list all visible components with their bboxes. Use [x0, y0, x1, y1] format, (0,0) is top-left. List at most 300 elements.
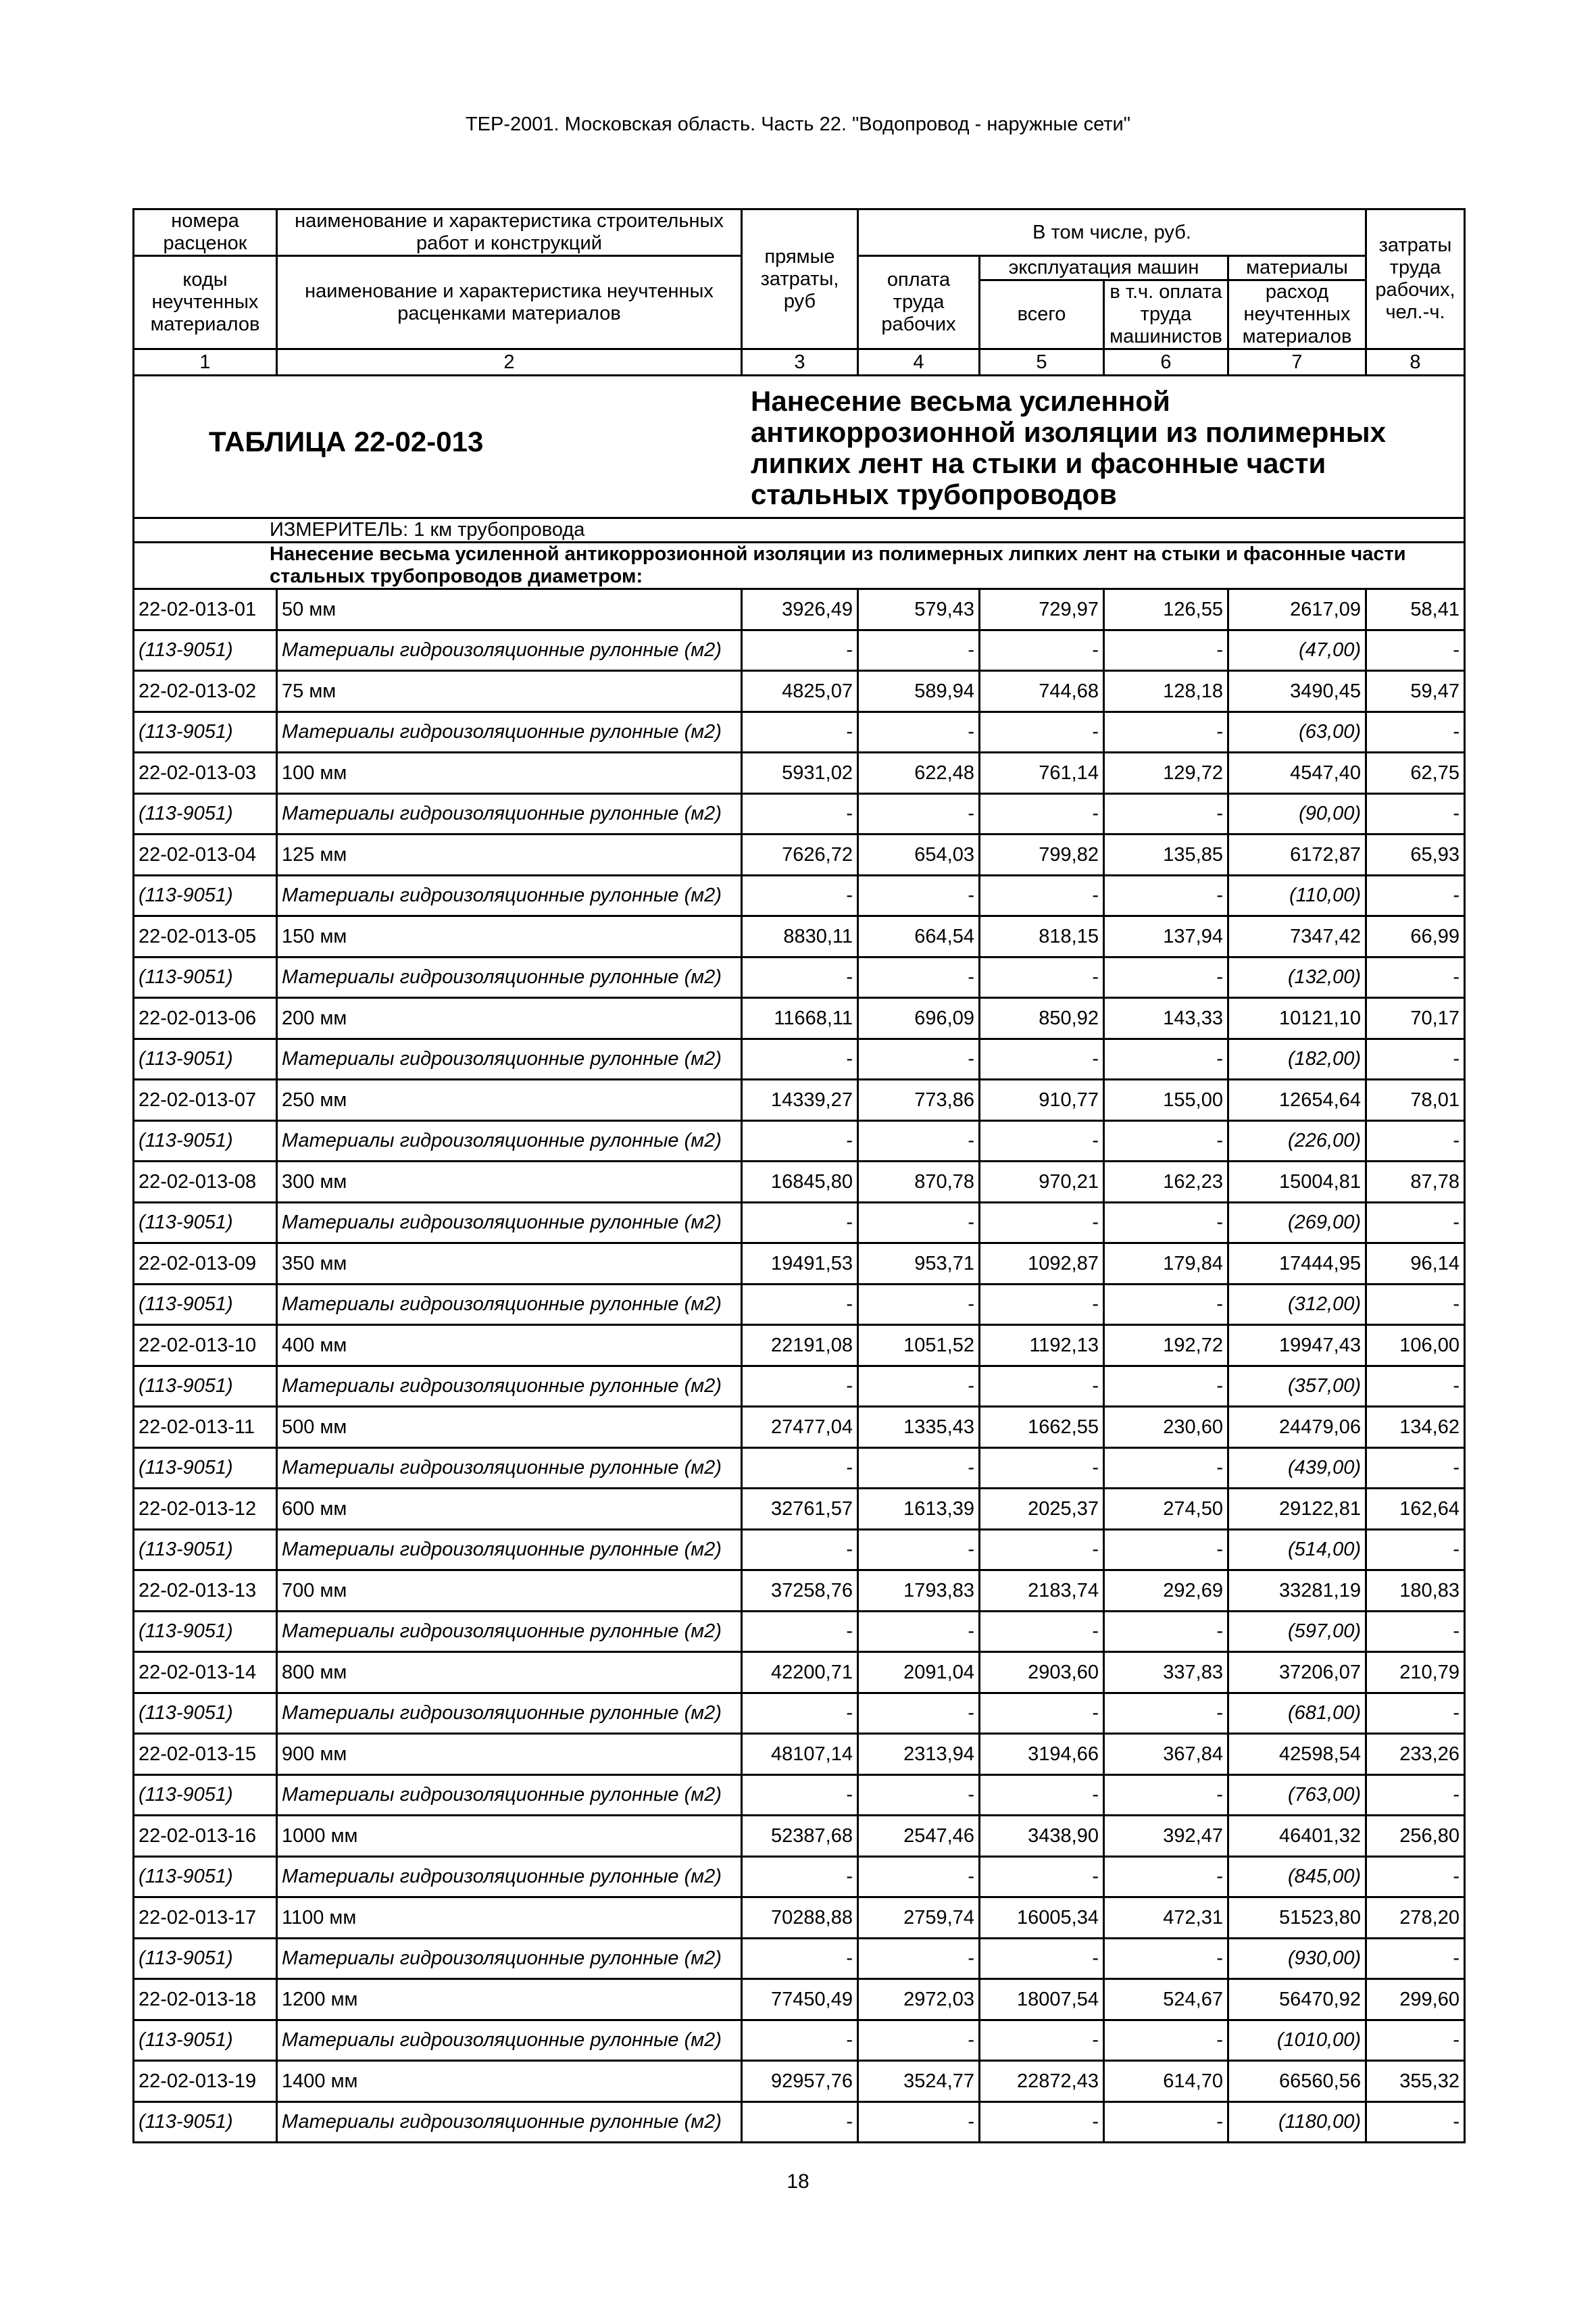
rate-row	[134, 671, 1465, 712]
page-header: ТЕР-2001. Московская область. Часть 22. "Водопровод - наружные сети"	[465, 114, 1131, 135]
materials-cost: 46401,32	[1228, 1816, 1366, 1857]
direct-costs: 22191,08	[742, 1325, 858, 1366]
direct-costs: 48107,14	[742, 1734, 858, 1775]
empty-value: -	[1366, 1366, 1465, 1407]
machines-total: 2903,60	[980, 1652, 1104, 1693]
empty-value: -	[858, 1285, 980, 1325]
labor-pay: 1613,39	[858, 1489, 980, 1530]
rate-row	[134, 835, 1465, 876]
material-code: (113-9051)	[134, 2102, 277, 2143]
empty-value: -	[1366, 1121, 1465, 1162]
empty-value: -	[980, 712, 1104, 753]
labor-hours: 78,01	[1366, 1080, 1465, 1121]
material-row	[134, 1448, 1465, 1489]
material-code: (113-9051)	[134, 1366, 277, 1407]
empty-value: -	[980, 1939, 1104, 1979]
rate-name: 75 мм	[277, 671, 742, 712]
labor-hours: 65,93	[1366, 835, 1465, 876]
empty-value: -	[1366, 2020, 1465, 2061]
labor-pay: 870,78	[858, 1162, 980, 1203]
empty-value: -	[1104, 1203, 1228, 1243]
machines-total: 2025,37	[980, 1489, 1104, 1530]
labor-hours: 58,41	[1366, 589, 1465, 630]
material-quantity: (312,00)	[1228, 1285, 1366, 1325]
material-row	[134, 1693, 1465, 1734]
empty-value: -	[858, 630, 980, 671]
labor-hours: 59,47	[1366, 671, 1465, 712]
labor-pay: 696,09	[858, 998, 980, 1039]
empty-value: -	[1366, 1939, 1465, 1979]
header-machines-total: всего	[980, 280, 1104, 349]
column-number: 7	[1228, 349, 1366, 376]
machines-total: 3194,66	[980, 1734, 1104, 1775]
empty-value: -	[980, 630, 1104, 671]
rate-name: 250 мм	[277, 1080, 742, 1121]
empty-value: -	[742, 712, 858, 753]
material-row	[134, 1121, 1465, 1162]
material-name: Материалы гидроизоляционные рулонные (м2)	[277, 1121, 742, 1162]
rate-code: 22-02-013-09	[134, 1243, 277, 1285]
labor-hours: 66,99	[1366, 916, 1465, 957]
empty-value: -	[1366, 1612, 1465, 1652]
labor-pay: 1793,83	[858, 1570, 980, 1612]
table-title-block	[134, 376, 1465, 518]
empty-value: -	[1104, 1285, 1228, 1325]
header-labor: оплата труда рабочих	[858, 256, 980, 349]
material-code: (113-9051)	[134, 1612, 277, 1652]
machines-total: 22872,43	[980, 2061, 1104, 2102]
material-code: (113-9051)	[134, 1203, 277, 1243]
machines-total: 3438,90	[980, 1816, 1104, 1857]
empty-value: -	[1104, 794, 1228, 835]
material-code: (113-9051)	[134, 2020, 277, 2061]
material-quantity: (514,00)	[1228, 1530, 1366, 1570]
rate-code: 22-02-013-17	[134, 1897, 277, 1939]
machines-total: 2183,74	[980, 1570, 1104, 1612]
empty-value: -	[980, 794, 1104, 835]
empty-value: -	[980, 1039, 1104, 1080]
operators-pay: 274,50	[1104, 1489, 1228, 1530]
empty-value: -	[858, 712, 980, 753]
material-code: (113-9051)	[134, 1775, 277, 1816]
rate-name: 150 мм	[277, 916, 742, 957]
rate-row	[134, 1652, 1465, 1693]
header-codes: номера расценок	[134, 209, 277, 256]
empty-value: -	[858, 1366, 980, 1407]
material-quantity: (1180,00)	[1228, 2102, 1366, 2143]
rate-name: 1100 мм	[277, 1897, 742, 1939]
material-quantity: (597,00)	[1228, 1612, 1366, 1652]
rate-code: 22-02-013-13	[134, 1570, 277, 1612]
empty-value: -	[980, 1530, 1104, 1570]
operators-pay: 472,31	[1104, 1897, 1228, 1939]
labor-hours: 96,14	[1366, 1243, 1465, 1285]
material-row	[134, 630, 1465, 671]
empty-value: -	[980, 1448, 1104, 1489]
material-code: (113-9051)	[134, 1857, 277, 1897]
labor-pay: 953,71	[858, 1243, 980, 1285]
labor-hours: 106,00	[1366, 1325, 1465, 1366]
operators-pay: 614,70	[1104, 2061, 1228, 2102]
material-quantity: (681,00)	[1228, 1693, 1366, 1734]
empty-value: -	[742, 794, 858, 835]
labor-pay: 664,54	[858, 916, 980, 957]
rate-name: 50 мм	[277, 589, 742, 630]
empty-value: -	[742, 630, 858, 671]
labor-hours: 210,79	[1366, 1652, 1465, 1693]
material-name: Материалы гидроизоляционные рулонные (м2)	[277, 1939, 742, 1979]
materials-cost: 15004,81	[1228, 1162, 1366, 1203]
operators-pay: 524,67	[1104, 1979, 1228, 2020]
rate-code: 22-02-013-05	[134, 916, 277, 957]
operators-pay: 179,84	[1104, 1243, 1228, 1285]
empty-value: -	[858, 1939, 980, 1979]
empty-value: -	[858, 1039, 980, 1080]
column-number: 4	[858, 349, 980, 376]
material-row	[134, 1285, 1465, 1325]
labor-hours: 134,62	[1366, 1407, 1465, 1448]
material-quantity: (357,00)	[1228, 1366, 1366, 1407]
material-code: (113-9051)	[134, 1939, 277, 1979]
empty-value: -	[858, 876, 980, 916]
machines-total: 970,21	[980, 1162, 1104, 1203]
material-quantity: (132,00)	[1228, 957, 1366, 998]
rate-name: 200 мм	[277, 998, 742, 1039]
direct-costs: 5931,02	[742, 753, 858, 794]
materials-cost: 51523,80	[1228, 1897, 1366, 1939]
rate-row	[134, 916, 1465, 957]
material-name: Материалы гидроизоляционные рулонные (м2)	[277, 1775, 742, 1816]
machines-total: 744,68	[980, 671, 1104, 712]
labor-pay: 1335,43	[858, 1407, 980, 1448]
direct-costs: 92957,76	[742, 2061, 858, 2102]
rate-row	[134, 1489, 1465, 1530]
material-code: (113-9051)	[134, 876, 277, 916]
operators-pay: 162,23	[1104, 1162, 1228, 1203]
material-name: Материалы гидроизоляционные рулонные (м2)	[277, 712, 742, 753]
empty-value: -	[980, 1366, 1104, 1407]
labor-pay: 773,86	[858, 1080, 980, 1121]
direct-costs: 11668,11	[742, 998, 858, 1039]
material-quantity: (845,00)	[1228, 1857, 1366, 1897]
material-quantity: (930,00)	[1228, 1939, 1366, 1979]
empty-value: -	[858, 1121, 980, 1162]
materials-cost: 42598,54	[1228, 1734, 1366, 1775]
machines-total: 761,14	[980, 753, 1104, 794]
machines-total: 18007,54	[980, 1979, 1104, 2020]
labor-pay: 579,43	[858, 589, 980, 630]
material-name: Материалы гидроизоляционные рулонные (м2)	[277, 1039, 742, 1080]
rate-name: 600 мм	[277, 1489, 742, 1530]
empty-value: -	[1366, 1203, 1465, 1243]
operators-pay: 155,00	[1104, 1080, 1228, 1121]
rate-row	[134, 1897, 1465, 1939]
rate-code: 22-02-013-15	[134, 1734, 277, 1775]
labor-pay: 2972,03	[858, 1979, 980, 2020]
rate-row	[134, 1570, 1465, 1612]
header-labor-hours: затраты труда рабочих, чел.-ч.	[1366, 209, 1465, 349]
header-operators: в т.ч. оплата труда машинистов	[1104, 280, 1228, 349]
empty-value: -	[742, 876, 858, 916]
direct-costs: 37258,76	[742, 1570, 858, 1612]
rate-name: 350 мм	[277, 1243, 742, 1285]
machines-total: 1092,87	[980, 1243, 1104, 1285]
operators-pay: 392,47	[1104, 1816, 1228, 1857]
column-number: 5	[980, 349, 1104, 376]
empty-value: -	[980, 1121, 1104, 1162]
column-number: 6	[1104, 349, 1228, 376]
labor-hours: 162,64	[1366, 1489, 1465, 1530]
rate-row	[134, 998, 1465, 1039]
direct-costs: 77450,49	[742, 1979, 858, 2020]
labor-pay: 654,03	[858, 835, 980, 876]
empty-value: -	[1366, 2102, 1465, 2143]
material-row	[134, 712, 1465, 753]
material-name: Материалы гидроизоляционные рулонные (м2)	[277, 1857, 742, 1897]
empty-value: -	[742, 1939, 858, 1979]
material-row	[134, 2020, 1465, 2061]
empty-value: -	[858, 1775, 980, 1816]
material-code: (113-9051)	[134, 1039, 277, 1080]
empty-value: -	[742, 1448, 858, 1489]
empty-value: -	[1104, 876, 1228, 916]
machines-total: 910,77	[980, 1080, 1104, 1121]
material-quantity: (90,00)	[1228, 794, 1366, 835]
material-quantity: (182,00)	[1228, 1039, 1366, 1080]
direct-costs: 70288,88	[742, 1897, 858, 1939]
rate-name: 700 мм	[277, 1570, 742, 1612]
material-quantity: (439,00)	[1228, 1448, 1366, 1489]
material-row	[134, 1857, 1465, 1897]
rate-name: 800 мм	[277, 1652, 742, 1693]
material-code: (113-9051)	[134, 1285, 277, 1325]
empty-value: -	[1104, 957, 1228, 998]
empty-value: -	[858, 2102, 980, 2143]
rate-name: 500 мм	[277, 1407, 742, 1448]
direct-costs: 4825,07	[742, 671, 858, 712]
empty-value: -	[1104, 1857, 1228, 1897]
material-quantity: (110,00)	[1228, 876, 1366, 916]
empty-value: -	[858, 957, 980, 998]
materials-cost: 19947,43	[1228, 1325, 1366, 1366]
column-number: 8	[1366, 349, 1465, 376]
operators-pay: 135,85	[1104, 835, 1228, 876]
empty-value: -	[858, 1530, 980, 1570]
empty-value: -	[742, 1857, 858, 1897]
empty-value: -	[1104, 1121, 1228, 1162]
empty-value: -	[1104, 1530, 1228, 1570]
material-name: Материалы гидроизоляционные рулонные (м2)	[277, 876, 742, 916]
rate-code: 22-02-013-10	[134, 1325, 277, 1366]
header-name: наименование и характеристика строительных работ и конструкций	[277, 209, 742, 256]
direct-costs: 3926,49	[742, 589, 858, 630]
labor-pay: 2547,46	[858, 1816, 980, 1857]
table-label: ТАБЛИЦА 22-02-013	[209, 426, 484, 457]
direct-costs: 42200,71	[742, 1652, 858, 1693]
rate-code: 22-02-013-11	[134, 1407, 277, 1448]
empty-value: -	[858, 1857, 980, 1897]
operators-pay: 292,69	[1104, 1570, 1228, 1612]
empty-value: -	[1366, 1775, 1465, 1816]
materials-cost: 7347,42	[1228, 916, 1366, 957]
rate-code: 22-02-013-07	[134, 1080, 277, 1121]
empty-value: -	[980, 1285, 1104, 1325]
empty-value: -	[980, 957, 1104, 998]
rate-code: 22-02-013-08	[134, 1162, 277, 1203]
empty-value: -	[1366, 1448, 1465, 1489]
rate-row	[134, 1816, 1465, 1857]
labor-pay: 2759,74	[858, 1897, 980, 1939]
rate-row	[134, 1734, 1465, 1775]
direct-costs: 7626,72	[742, 835, 858, 876]
material-name: Материалы гидроизоляционные рулонные (м2)	[277, 2102, 742, 2143]
material-row	[134, 1612, 1465, 1652]
materials-cost: 24479,06	[1228, 1407, 1366, 1448]
material-code: (113-9051)	[134, 957, 277, 998]
header-direct: прямые затраты, руб	[742, 209, 858, 349]
rate-name: 400 мм	[277, 1325, 742, 1366]
empty-value: -	[1366, 794, 1465, 835]
empty-value: -	[1104, 1775, 1228, 1816]
material-name: Материалы гидроизоляционные рулонные (м2)	[277, 1448, 742, 1489]
labor-hours: 62,75	[1366, 753, 1465, 794]
machines-total: 1662,55	[980, 1407, 1104, 1448]
header-machines: эксплуатация машин	[980, 256, 1228, 280]
empty-value: -	[1366, 876, 1465, 916]
materials-cost: 56470,92	[1228, 1979, 1366, 2020]
labor-pay: 1051,52	[858, 1325, 980, 1366]
header-material-codes: коды неучтенных материалов	[134, 256, 277, 349]
material-quantity: (763,00)	[1228, 1775, 1366, 1816]
labor-pay: 2313,94	[858, 1734, 980, 1775]
labor-hours: 70,17	[1366, 998, 1465, 1039]
labor-pay: 622,48	[858, 753, 980, 794]
rate-name: 1200 мм	[277, 1979, 742, 2020]
rate-code: 22-02-013-14	[134, 1652, 277, 1693]
material-name: Материалы гидроизоляционные рулонные (м2)	[277, 1366, 742, 1407]
empty-value: -	[742, 1612, 858, 1652]
empty-value: -	[742, 1775, 858, 1816]
empty-value: -	[980, 1693, 1104, 1734]
rate-code: 22-02-013-04	[134, 835, 277, 876]
table-title: Нанесение весьма усиленной антикоррозионной изоляции из полимерных липких лент на стыки и фасонные части стальных трубопроводов	[751, 385, 1386, 510]
empty-value: -	[858, 1448, 980, 1489]
material-row	[134, 1039, 1465, 1080]
empty-value: -	[1366, 630, 1465, 671]
direct-costs: 19491,53	[742, 1243, 858, 1285]
empty-value: -	[1366, 1285, 1465, 1325]
material-name: Материалы гидроизоляционные рулонные (м2)	[277, 1285, 742, 1325]
direct-costs: 32761,57	[742, 1489, 858, 1530]
empty-value: -	[1366, 1039, 1465, 1080]
materials-cost: 12654,64	[1228, 1080, 1366, 1121]
empty-value: -	[980, 2020, 1104, 2061]
empty-value: -	[980, 1203, 1104, 1243]
material-name: Материалы гидроизоляционные рулонные (м2)	[277, 2020, 742, 2061]
empty-value: -	[1366, 712, 1465, 753]
machines-total: 16005,34	[980, 1897, 1104, 1939]
rate-name: 1000 мм	[277, 1816, 742, 1857]
empty-value: -	[1366, 1693, 1465, 1734]
rate-code: 22-02-013-12	[134, 1489, 277, 1530]
operators-pay: 192,72	[1104, 1325, 1228, 1366]
rate-name: 300 мм	[277, 1162, 742, 1203]
material-name: Материалы гидроизоляционные рулонные (м2)	[277, 957, 742, 998]
operators-pay: 137,94	[1104, 916, 1228, 957]
empty-value: -	[980, 1612, 1104, 1652]
material-row	[134, 2102, 1465, 2143]
materials-cost: 2617,09	[1228, 589, 1366, 630]
empty-value: -	[742, 1203, 858, 1243]
material-quantity: (47,00)	[1228, 630, 1366, 671]
machines-total: 729,97	[980, 589, 1104, 630]
empty-value: -	[858, 794, 980, 835]
operators-pay: 129,72	[1104, 753, 1228, 794]
operators-pay: 143,33	[1104, 998, 1228, 1039]
material-name: Материалы гидроизоляционные рулонные (м2)	[277, 630, 742, 671]
rate-rows	[134, 589, 1465, 2143]
material-name: Материалы гидроизоляционные рулонные (м2)	[277, 1530, 742, 1570]
labor-pay: 2091,04	[858, 1652, 980, 1693]
empty-value: -	[1366, 1530, 1465, 1570]
material-name: Материалы гидроизоляционные рулонные (м2)	[277, 1612, 742, 1652]
material-row	[134, 876, 1465, 916]
materials-cost: 3490,45	[1228, 671, 1366, 712]
page-number: 18	[787, 2170, 809, 2193]
empty-value: -	[1104, 1939, 1228, 1979]
empty-value: -	[742, 1039, 858, 1080]
empty-value: -	[1104, 1612, 1228, 1652]
rate-row	[134, 1325, 1465, 1366]
material-row	[134, 1530, 1465, 1570]
labor-hours: 256,80	[1366, 1816, 1465, 1857]
header-material-consumption: расход неучтенных материалов	[1228, 280, 1366, 349]
material-row	[134, 1366, 1465, 1407]
labor-hours: 355,32	[1366, 2061, 1465, 2102]
empty-value: -	[858, 1693, 980, 1734]
material-row	[134, 794, 1465, 835]
material-row	[134, 1939, 1465, 1979]
rate-code: 22-02-013-06	[134, 998, 277, 1039]
rate-row	[134, 589, 1465, 630]
materials-cost: 4547,40	[1228, 753, 1366, 794]
materials-cost: 37206,07	[1228, 1652, 1366, 1693]
material-code: (113-9051)	[134, 1121, 277, 1162]
material-name: Материалы гидроизоляционные рулонные (м2)	[277, 1693, 742, 1734]
direct-costs: 16845,80	[742, 1162, 858, 1203]
material-quantity: (269,00)	[1228, 1203, 1366, 1243]
material-code: (113-9051)	[134, 794, 277, 835]
operators-pay: 128,18	[1104, 671, 1228, 712]
rate-name: 125 мм	[277, 835, 742, 876]
empty-value: -	[858, 1612, 980, 1652]
empty-value: -	[858, 2020, 980, 2061]
materials-cost: 17444,95	[1228, 1243, 1366, 1285]
material-code: (113-9051)	[134, 630, 277, 671]
material-row	[134, 957, 1465, 998]
header-materials: материалы	[1228, 256, 1366, 280]
column-number: 2	[277, 349, 742, 376]
empty-value: -	[1366, 957, 1465, 998]
column-number: 3	[742, 349, 858, 376]
machines-total: 818,15	[980, 916, 1104, 957]
material-name: Материалы гидроизоляционные рулонные (м2)	[277, 794, 742, 835]
material-code: (113-9051)	[134, 1693, 277, 1734]
rate-row	[134, 1407, 1465, 1448]
empty-value: -	[1104, 630, 1228, 671]
description: Нанесение весьма усиленной антикоррозионной изоляции из полимерных липких лент на стыки и фасонные части стальных трубопроводов диаметром:	[134, 543, 1465, 589]
labor-hours: 233,26	[1366, 1734, 1465, 1775]
